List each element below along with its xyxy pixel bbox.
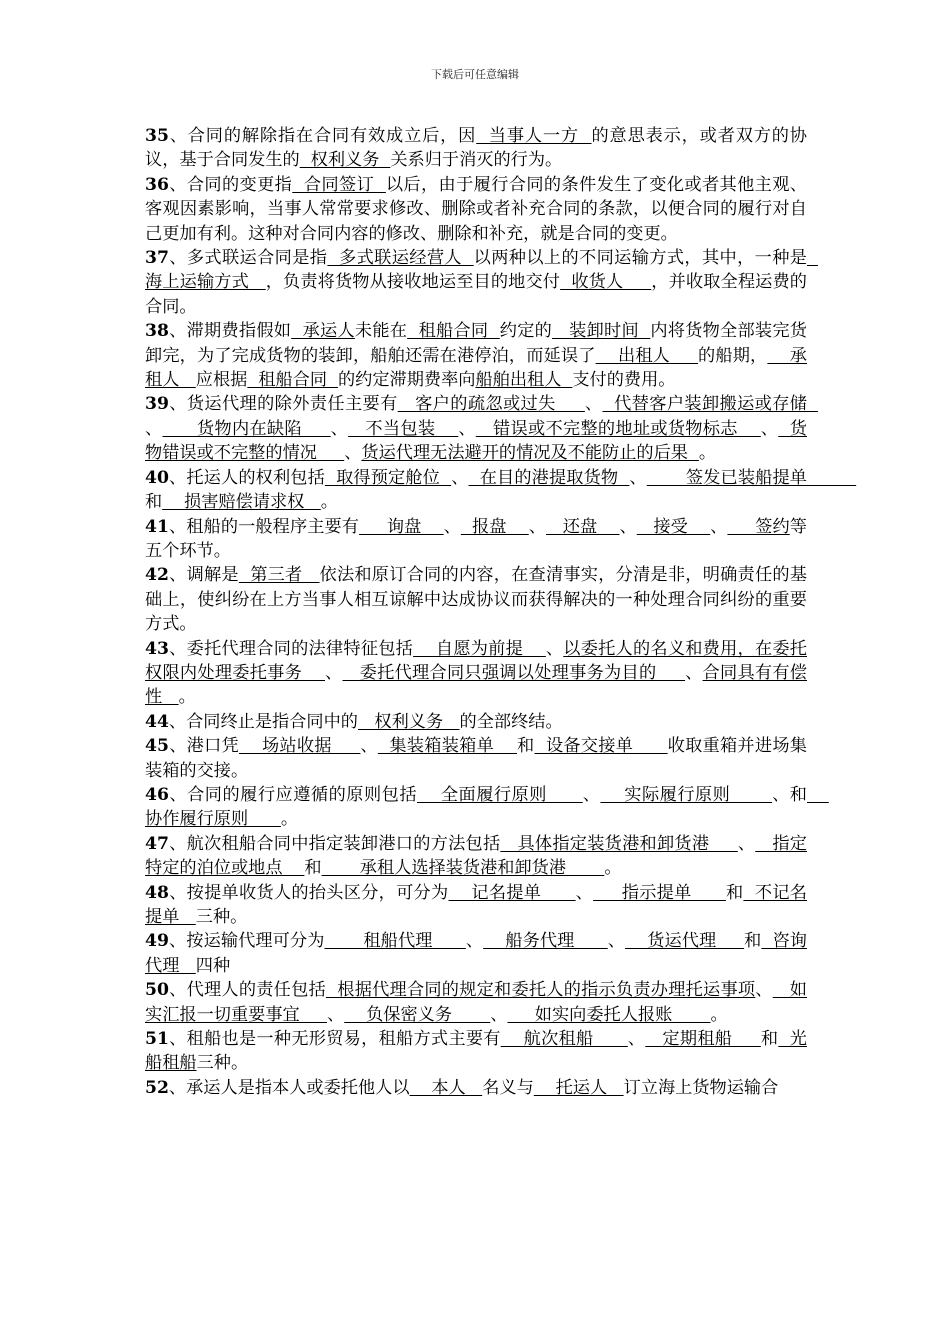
- answer-blank: 以委托人的名义和费用，在委托权限内处理委托事务: [145, 638, 807, 683]
- question-number: 38: [145, 321, 169, 342]
- answer-blank: 签发已装船提单: [646, 467, 857, 488]
- question-number: 39: [145, 394, 169, 415]
- question-text: ，并收取全程运费的合同。: [145, 272, 807, 317]
- answer-blank: 集装箱装箱单: [377, 736, 518, 757]
- answer-blank: 客户的疏忽或过失: [397, 394, 585, 415]
- question-text: 关系归于消灭的行为。: [390, 150, 563, 171]
- answer-blank: 协作履行原则: [145, 784, 829, 830]
- answer-blank: 还盘: [546, 516, 620, 537]
- question-number: 47: [145, 833, 169, 854]
- question-text: 名义与: [482, 1077, 534, 1098]
- question-text: 、: [737, 833, 756, 854]
- question-text: 、按运输代理可分为: [168, 931, 325, 952]
- answer-blank: 船舶出租人: [475, 370, 573, 391]
- question-text: 、: [145, 418, 163, 439]
- answer-blank: 出租人: [595, 345, 699, 366]
- question-38: [145, 319, 807, 392]
- question-text: 的全部终结。: [459, 711, 563, 732]
- question-text: 、: [755, 980, 773, 1001]
- question-text: ，负责将货物从接收地运至目的地交付: [265, 272, 561, 293]
- answer-blank: 装卸时间: [552, 321, 651, 342]
- answer-blank: 权利义务: [358, 711, 460, 732]
- question-43: [145, 637, 807, 710]
- question-text: 、调解是: [168, 565, 239, 586]
- question-text: 。: [178, 687, 196, 708]
- answer-blank: 多式联运经营人: [327, 248, 474, 269]
- question-text: 、: [451, 467, 469, 488]
- answer-blank: 承租人选择装货港和卸货港: [321, 858, 605, 879]
- question-48: [145, 881, 807, 930]
- question-list: [145, 124, 857, 1100]
- question-text: 、: [344, 443, 362, 464]
- question-text: 、: [490, 1004, 508, 1025]
- question-number: 45: [145, 736, 169, 757]
- answer-blank: 光船租船: [145, 1029, 807, 1074]
- answer-blank: 如实向委托人报账: [507, 1004, 711, 1025]
- question-44: [145, 710, 807, 734]
- question-text: 、: [627, 1029, 646, 1050]
- answer-blank: 定期租船: [645, 1029, 761, 1050]
- question-number: 51: [145, 1029, 169, 1050]
- question-number: 42: [145, 565, 169, 586]
- answer-blank: 指示提单: [593, 882, 726, 903]
- question-text: 和: [760, 1029, 779, 1050]
- answer-blank: 指定特定的泊位或地点: [145, 833, 807, 879]
- answer-blank: 货运代理无法避开的情况及不能防止的后果: [361, 443, 699, 464]
- question-number: 40: [145, 467, 169, 488]
- answer-blank: 航次租船: [500, 1029, 628, 1050]
- question-42: [145, 563, 807, 636]
- answer-blank: 货物内在缺陷: [162, 418, 331, 439]
- question-text: 内将货物全部装完货卸完，为了完成货物的装卸，船舶还需在港停泊，而延误了: [145, 321, 807, 366]
- answer-blank: 根据代理合同的规定和委托人的指示负责办理托运事项: [325, 980, 756, 1001]
- question-text: 、: [528, 516, 547, 537]
- question-text: 、: [575, 882, 594, 903]
- question-text: 、港口凭: [168, 736, 240, 757]
- question-text: 、: [327, 1004, 345, 1025]
- question-text: 、和: [772, 784, 807, 805]
- question-text: 和: [744, 931, 762, 952]
- question-number: 52: [145, 1077, 169, 1098]
- question-46: [145, 783, 829, 832]
- question-text: 、: [545, 638, 564, 659]
- answer-blank: 记名提单: [448, 882, 576, 903]
- question-text: 的意思表示，或者双方的协议，基于合同发生的: [145, 126, 807, 171]
- answer-blank: 海上运输方式: [145, 248, 818, 293]
- question-text: 、: [607, 931, 626, 952]
- answer-blank: 租船合同: [247, 370, 338, 391]
- answer-blank: 询盘: [359, 516, 444, 537]
- question-text: 约定的: [499, 321, 553, 342]
- answer-blank: 取得预定舱位: [324, 467, 452, 488]
- question-text: 、: [629, 467, 647, 488]
- answer-blank: 错误或不完整的地址或货物标志: [475, 418, 761, 439]
- answer-blank: 权利义务: [299, 150, 391, 171]
- answer-blank: 第三者: [238, 565, 320, 586]
- question-text: 和: [145, 492, 163, 513]
- question-text: 、合同的变更指: [168, 174, 293, 195]
- answer-blank: 租船代理: [324, 931, 466, 952]
- answer-blank: 如实汇报一切重要事宜: [145, 980, 807, 1025]
- question-number: 48: [145, 882, 169, 903]
- answer-blank: 代替客户装卸搬运或存储: [602, 394, 818, 415]
- answer-blank: 当事人一方: [476, 126, 592, 146]
- question-text: 。: [698, 443, 717, 464]
- question-45: [145, 734, 807, 783]
- question-text: 、: [685, 662, 703, 683]
- question-text: 、租船的一般程序主要有: [168, 516, 360, 537]
- question-35: [145, 124, 807, 173]
- question-number: 35: [145, 126, 169, 146]
- answer-blank: 不当包装: [348, 418, 459, 439]
- question-text: 、托运人的权利包括: [168, 467, 325, 488]
- answer-blank: 承运人: [291, 321, 355, 342]
- answer-blank: 损害赔偿请求权: [162, 492, 321, 513]
- question-text: 和: [304, 858, 322, 879]
- question-text: 四种: [195, 955, 231, 976]
- answer-blank: 租船合同: [407, 321, 500, 342]
- question-49: [145, 929, 807, 978]
- question-text: 、合同的解除指在合同有效成立后，因: [168, 126, 477, 146]
- answer-blank: 报盘: [460, 516, 529, 537]
- question-number: 41: [145, 516, 169, 537]
- question-text: 、: [619, 516, 637, 537]
- answer-blank: 全面履行原则: [417, 784, 583, 805]
- question-text: 的约定滞期费率向: [337, 370, 476, 391]
- question-text: 、航次租船合同中指定装卸港口的方法包括: [168, 833, 501, 854]
- question-text: 。: [710, 1004, 728, 1025]
- question-text: 、: [465, 931, 484, 952]
- question-text: 等五个环节。: [145, 516, 807, 561]
- question-text: 三种。: [196, 1053, 249, 1074]
- answer-blank: 设备交接单: [534, 736, 668, 757]
- question-text: 、滞期费指假如: [168, 321, 292, 342]
- answer-blank: 委托代理合同只强调以处理事务为目的: [342, 662, 686, 683]
- question-47: [145, 832, 807, 881]
- question-text: 、合同的履行应遵循的原则包括: [168, 784, 418, 805]
- answer-blank: 具体指定装货港和卸货港: [500, 833, 738, 854]
- question-text: 。: [280, 809, 299, 830]
- question-41: [145, 515, 807, 564]
- answer-blank: 负保密义务: [344, 1004, 491, 1025]
- page-header: 下载后可任意编辑: [431, 68, 519, 81]
- answer-blank: 签约: [727, 516, 790, 537]
- answer-blank: 合同具有有偿性: [145, 662, 807, 708]
- question-37: [145, 246, 818, 319]
- question-text: 和: [517, 736, 535, 757]
- question-text: 、: [325, 662, 343, 683]
- answer-blank: 实际履行原则: [600, 784, 773, 805]
- question-text: 和: [725, 882, 744, 903]
- question-text: 支付的费用。: [572, 370, 676, 391]
- answer-blank: 场站收据: [239, 736, 361, 757]
- answer-blank: 咨询代理: [145, 931, 807, 976]
- question-text: 、: [582, 784, 601, 805]
- question-40: [145, 466, 857, 515]
- question-text: 、按提单收货人的抬头区分，可分为: [168, 882, 449, 903]
- question-50: [145, 978, 807, 1027]
- question-text: 。: [320, 492, 338, 513]
- question-39: [145, 392, 818, 465]
- answer-blank: 托运人: [533, 1077, 624, 1098]
- question-text: 、委托代理合同的法律特征包括: [168, 638, 414, 659]
- answer-blank: 货运代理: [625, 931, 745, 952]
- question-text: 、: [443, 516, 461, 537]
- question-text: 、: [760, 418, 779, 439]
- question-number: 44: [145, 711, 169, 732]
- question-text: 、多式联运合同是指: [168, 248, 328, 269]
- question-51: [145, 1027, 807, 1076]
- question-text: 的船期，: [698, 345, 768, 366]
- answer-blank: 自愿为前提: [413, 638, 546, 659]
- question-text: 依法和原订合同的内容，在查清事实，分清是非，明确责任的基础上，使纠纷在上方当事人相互谅解中达成协议而获得解决的一种处理合同纠纷的重要方式。: [145, 565, 807, 635]
- answer-blank: 承租人: [145, 345, 807, 391]
- question-text: 、货运代理的除外责任主要有: [168, 394, 398, 415]
- question-text: 、: [360, 736, 378, 757]
- question-text: 应根据: [195, 370, 248, 391]
- answer-blank: 收货人: [560, 272, 652, 293]
- question-text: 。: [604, 858, 622, 879]
- answer-blank: 接受: [636, 516, 711, 537]
- question-text: 未能在: [354, 321, 408, 342]
- question-text: 以后，由于履行合同的条件发生了变化或者其他主观、客观因素影响，当事人常常要求修改、删除或者补充合同的条款，以便合同的履行对自己更加有利。这种对合同内容的修改、删除和补充，就是合同的变更。: [145, 174, 807, 244]
- question-text: 、: [458, 418, 476, 439]
- question-text: 以两种以上的不同运输方式，其中，一种是: [473, 248, 807, 269]
- question-number: 37: [145, 248, 169, 269]
- answer-blank: 合同签订: [292, 174, 386, 195]
- question-text: 、: [330, 418, 349, 439]
- answer-blank: 在目的港提取货物: [468, 467, 630, 488]
- answer-blank: 不记名提单: [145, 882, 807, 927]
- question-52: [145, 1076, 807, 1100]
- answer-blank: 本人: [409, 1077, 483, 1098]
- question-text: 订立海上货物运输合: [623, 1077, 779, 1098]
- answer-blank: 货物错误或不完整的情况: [145, 418, 807, 464]
- question-text: 、代理人的责任包括: [168, 980, 326, 1001]
- question-text: 三种。: [195, 907, 248, 927]
- question-text: 、: [710, 516, 728, 537]
- question-text: 、: [584, 394, 603, 415]
- question-number: 46: [145, 784, 169, 805]
- question-number: 49: [145, 931, 169, 952]
- question-text: 、承运人是指本人或委托他人以: [168, 1077, 410, 1098]
- answer-blank: 船务代理: [483, 931, 608, 952]
- question-number: 43: [145, 638, 169, 659]
- question-number: 36: [145, 174, 169, 195]
- question-text: 、合同终止是指合同中的: [168, 711, 358, 732]
- question-number: 50: [145, 980, 169, 1001]
- question-36: [145, 173, 807, 246]
- question-text: 、租船也是一种无形贸易，租船方式主要有: [168, 1029, 501, 1050]
- question-text: 收取重箱并进场集装箱的交接。: [145, 736, 807, 781]
